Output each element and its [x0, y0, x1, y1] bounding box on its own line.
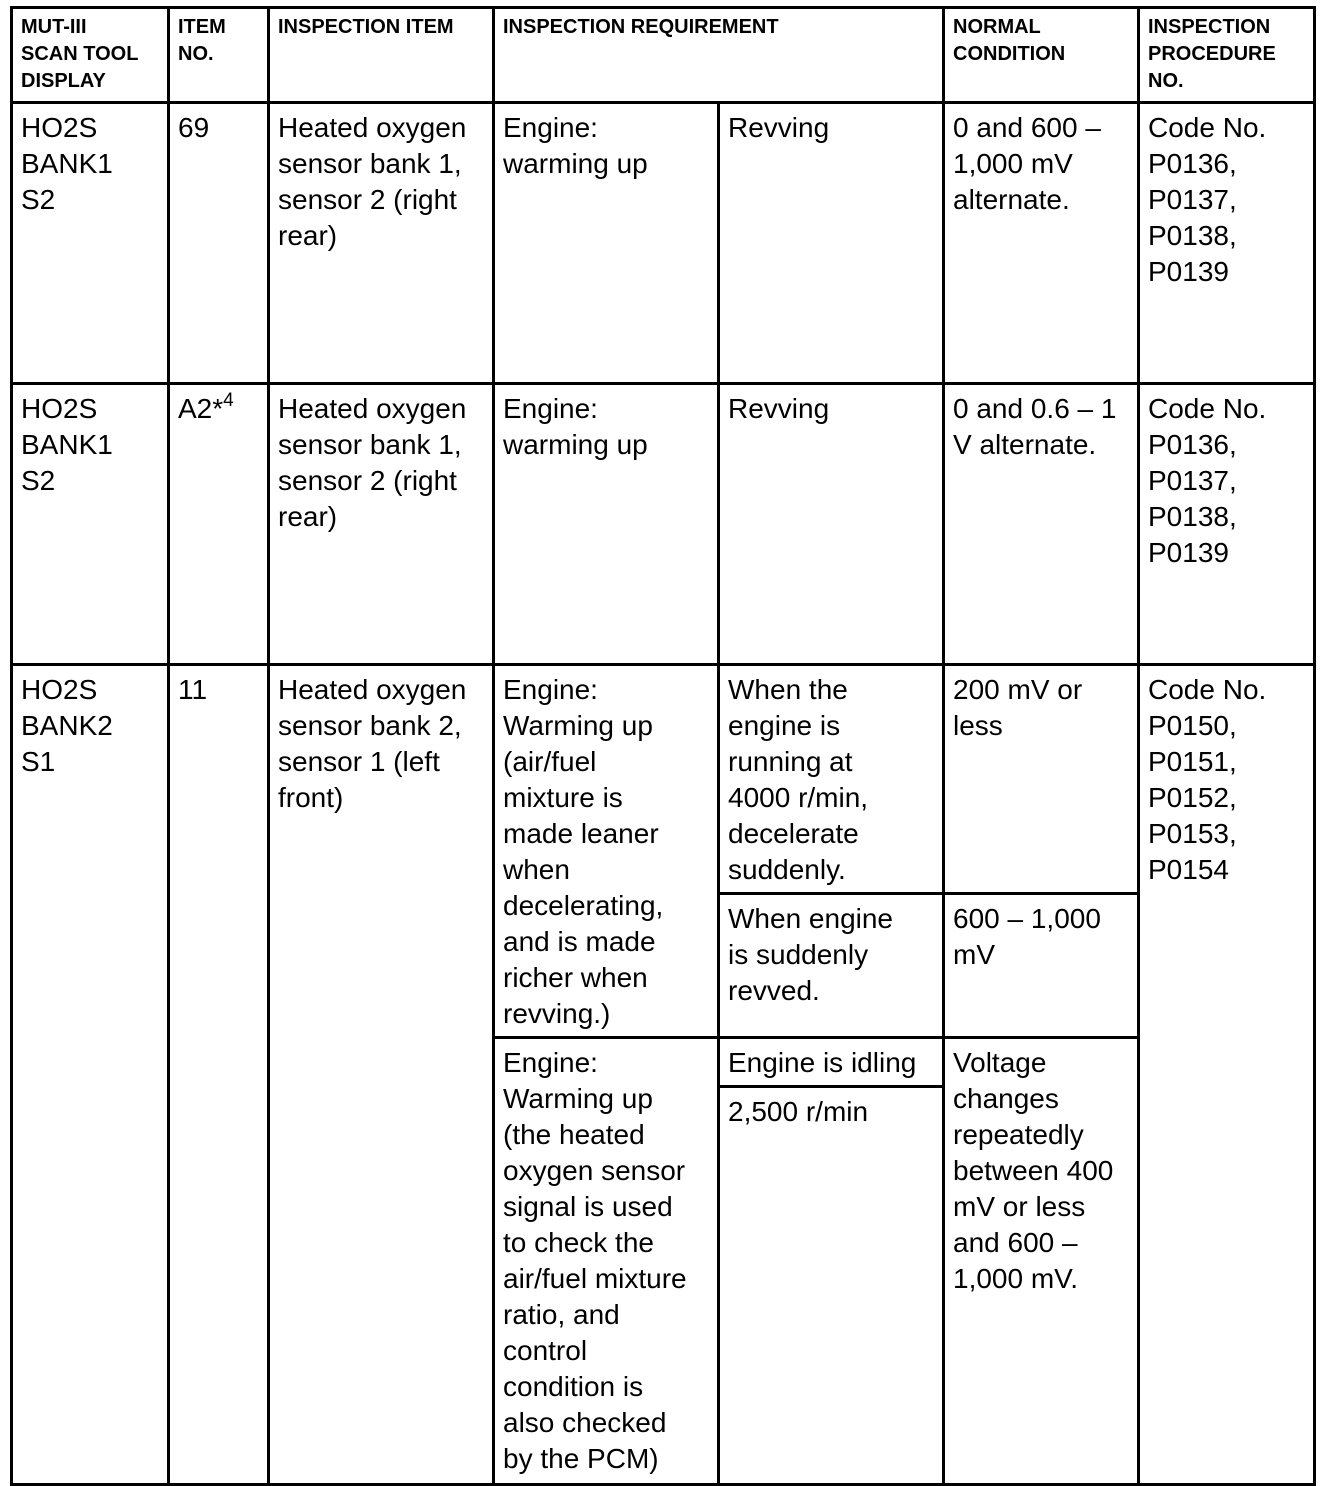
header-inspection-item: INSPECTION ITEM [269, 8, 494, 103]
inspection-condition: Revving [719, 384, 944, 665]
inspection-requirement: Engine: warming up [494, 103, 719, 384]
header-procedure-no: INSPECTION PROCEDURE NO. [1139, 8, 1315, 103]
normal-condition: 0 and 0.6 – 1 V alternate. [944, 384, 1139, 665]
normal-condition: 200 mV or less [944, 665, 1139, 894]
header-row [12, 8, 1315, 103]
scan-tool-display: HO2S BANK1 S2 [12, 384, 169, 665]
scan-tool-display: HO2S BANK1 S2 [12, 103, 169, 384]
inspection-condition: Engine is idling [719, 1038, 944, 1087]
table-row [12, 384, 1315, 665]
inspection-item: Heated oxygen sensor bank 1, sensor 2 (right rear) [269, 384, 494, 665]
inspection-requirement: Engine: warming up [494, 384, 719, 665]
inspection-condition: 2,500 r/min [719, 1087, 944, 1485]
table-row [12, 103, 1315, 384]
item-number: A2*$^4$ [169, 384, 269, 665]
scan-tool-display: HO2S BANK2 S1 [12, 665, 169, 1485]
inspection-requirement: Engine: Warming up (the heated oxygen sensor signal is used to check the air/fuel mixture ratio, and control condition is also checked by the PCM) [494, 1038, 719, 1485]
inspection-item: Heated oxygen sensor bank 1, sensor 2 (right rear) [269, 103, 494, 384]
procedure-codes: Code No. P0150, P0151, P0152, P0153, P0154 [1139, 665, 1315, 1485]
header-inspection-requirement: INSPECTION REQUIREMENT [494, 8, 944, 103]
inspection-table [10, 6, 1316, 1486]
item-number: 69 [169, 103, 269, 384]
footnote-marker: 4 [223, 390, 234, 411]
procedure-codes: Code No. P0136, P0137, P0138, P0139 [1139, 384, 1315, 665]
inspection-requirement: Engine: Warming up (air/fuel mixture is made leaner when decelerating, and is made richer when revving.) [494, 665, 719, 1038]
inspection-condition: When the engine is running at 4000 r/min, decelerate suddenly. [719, 665, 944, 894]
header-display: MUT-III SCAN TOOL DISPLAY [12, 8, 169, 103]
normal-condition: Voltage changes repeatedly between 400 mV or less and 600 – 1,000 mV. [944, 1038, 1139, 1485]
procedure-codes: Code No. P0136, P0137, P0138, P0139 [1139, 103, 1315, 384]
table-row [12, 665, 1315, 894]
inspection-condition: Revving [719, 103, 944, 384]
inspection-item: Heated oxygen sensor bank 2, sensor 1 (left front) [269, 665, 494, 1485]
inspection-condition: When engine is suddenly revved. [719, 894, 944, 1038]
header-normal-condition: NORMAL CONDITION [944, 8, 1139, 103]
header-item-no: ITEM NO. [169, 8, 269, 103]
item-number: 11 [169, 665, 269, 1485]
normal-condition: 600 – 1,000 mV [944, 894, 1139, 1038]
normal-condition: 0 and 600 – 1,000 mV alternate. [944, 103, 1139, 384]
